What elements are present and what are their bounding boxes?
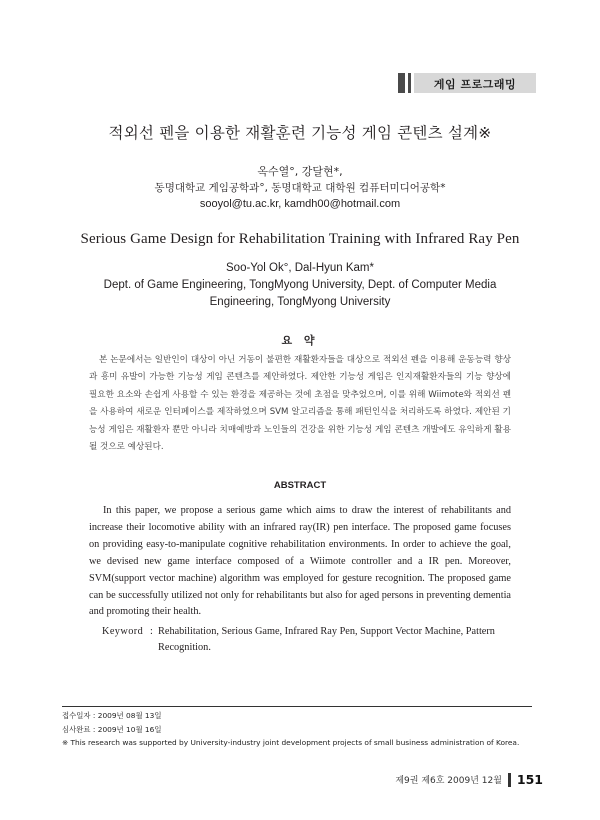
section-tag-label: 게임 프로그래밍	[433, 78, 517, 91]
section-tag-bar-thin	[408, 73, 411, 93]
footnote-accepted-date: 심사완료 : 2009년 10월 16일	[62, 725, 162, 734]
section-tag	[398, 73, 536, 93]
abstract-korean-heading: 요 약	[281, 334, 319, 347]
affiliation-english-line1: Dept. of Game Engineering, TongMyong University, Dept. of Computer Media	[103, 279, 497, 291]
page-number: 151	[516, 772, 543, 787]
section-tag-bar	[398, 73, 405, 93]
page-footer	[395, 772, 543, 787]
footnote-received-date: 접수일자 : 2009년 08월 13일	[62, 711, 162, 720]
authors-english: Soo-Yol Ok°, Dal-Hyun Kam*	[226, 262, 374, 274]
affiliation-english-line2: Engineering, TongMyong University	[209, 296, 391, 308]
footnote-funding-note: ※ This research was supported by University-industry joint development projects of small business administration of Korea.	[62, 738, 520, 747]
paper-title-korean: 적외선 펜을 이용한 재활훈련 기능성 게임 콘텐츠 설계※	[108, 124, 492, 142]
authors-korean: 옥수열°, 강달현*,	[257, 165, 343, 178]
keywords-text: Rehabilitation, Serious Game, Infrared Ray Pen, Support Vector Machine, Pattern Recognition.	[158, 626, 495, 653]
page-footer-rule	[508, 773, 511, 787]
footnote-divider	[62, 706, 532, 707]
keywords-separator: :	[150, 626, 153, 637]
journal-issue: 제9권 제6호 2009년 12월	[395, 776, 502, 786]
section-tag-box	[414, 73, 536, 93]
abstract-english-heading: ABSTRACT	[273, 480, 327, 491]
keywords-label: Keyword	[102, 626, 144, 637]
abstract-english-body: In this paper, we propose a serious game which aims to draw the interest of rehabilitants and increase their locomotive ability with an infrared ray(IR) pen interface. The proposed game focuses on providing easy-to-manipulate cognitive rehabilitation environments. In order to achieve the goal, we devised new game interface composed of a Wiimote controller and a IR pen. Moreover, SVM(support vector machine) algorithm was employed for gesture recognition. The proposed game can be successfully utilized not only for rehabilitants but also for aged persons in preventing dementia and promoting their health.	[89, 505, 511, 618]
abstract-korean-body: 본 논문에서는 일반인이 대상이 아닌 거동이 불편한 재활환자들을 대상으로 적외선 펜을 이용해 운동능력 향상과 흥미 유발이 가능한 기능성 게임 콘텐츠를 제안하였다. 제안한 기능성 게임은 인지재활환자들의 기능 향상에 필요한 요소와 손쉽게 사용할 수 있는 환경을 제공하는 것에 초점을 맞추었으며, 이를 위해 Wiimote와 적외선 펜을 사용하여 새로운 인터페이스를 제작하였으며 SVM 알고리즘을 통해 패턴인식을 처리하도록 하였다. 제안된 기능성 게임은 재활환자 뿐만 아니라 치매예방과 노인들의 건강을 위한 기능성 게임 콘텐츠 개발에도 유익하게 활용될 것으로 예상된다.	[89, 355, 511, 453]
affiliation-korean: 동명대학교 게임공학과°, 동명대학교 대학원 컴퓨터미디어공학*	[154, 182, 446, 194]
author-emails: sooyol@tu.ac.kr, kamdh00@hotmail.com	[199, 198, 401, 210]
paper-title-english: Serious Game Design for Rehabilitation Training with Infrared Ray Pen	[80, 231, 520, 247]
keywords	[102, 624, 522, 656]
